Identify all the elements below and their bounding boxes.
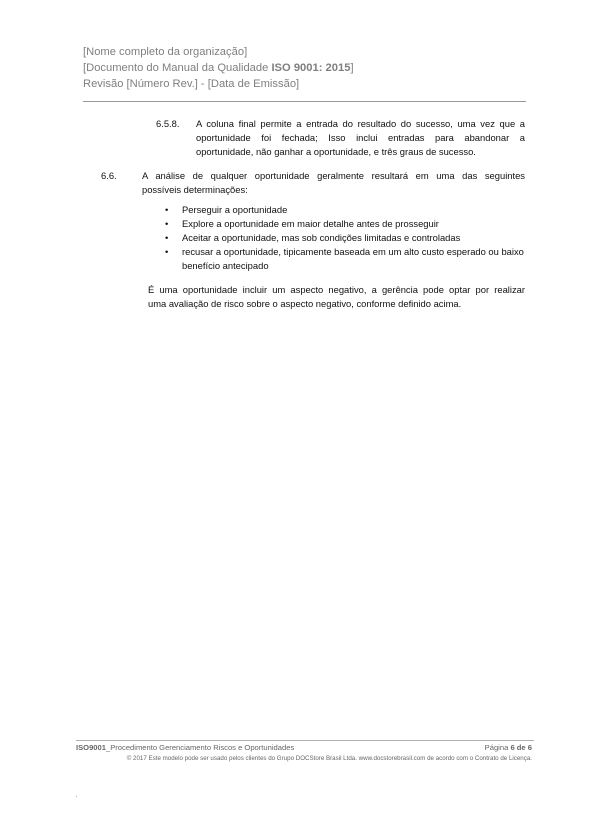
footer-document-name — [76, 743, 294, 752]
page-mark — [76, 796, 77, 797]
copyright-notice: © 2017 Este modelo pode ser usado pelos clientes do Grupo DOCStore Brasil Ltda. www.docstorebrasil.com de acordo com o Contrato de Licença. — [126, 755, 532, 762]
list-item-text: Aceitar a oportunidade, mas sob condições limitadas e controladas — [182, 232, 461, 243]
list-item-text: Perseguir a oportunidade — [182, 204, 288, 215]
page-current: 6 — [510, 743, 515, 752]
paragraph-line: A coluna final permite a entrada do resultado do sucesso, uma vez que a — [196, 118, 525, 129]
footer-doc-title: _Procedimento Gerenciamento Riscos e Oportunidades — [105, 743, 295, 752]
section-number-6-6: 6.6. — [101, 170, 117, 181]
paragraph-line: A análise de qualquer oportunidade geralmente resultará em uma das seguintes — [142, 170, 525, 181]
document-title-prefix: [Documento do Manual da Qualidade — [83, 62, 272, 74]
paragraph-line: oportunidade, não ganhar a oportunidade, e três graus de sucesso. — [196, 146, 476, 157]
bullet-icon: • — [165, 232, 169, 243]
list-item — [165, 231, 525, 245]
page-number — [485, 743, 532, 752]
paragraph-line: uma avaliação de risco sobre o aspecto negativo, conforme definido acima. — [148, 298, 462, 309]
page-total: 6 — [527, 743, 532, 752]
closing-paragraph — [148, 283, 525, 311]
revision-info: Revisão [Número Rev.] - [Data de Emissão] — [83, 78, 300, 90]
paragraph-line: É uma oportunidade incluir um aspecto negativo, a gerência pode optar por realizar — [148, 284, 525, 295]
footer-divider — [76, 740, 534, 741]
page-label: Página — [484, 743, 511, 752]
section-number-6-5-8: 6.5.8. — [156, 118, 180, 129]
bullet-icon: • — [165, 246, 169, 257]
page-of: de — [514, 743, 528, 752]
header-divider — [83, 101, 526, 102]
bullet-icon: • — [165, 218, 169, 229]
section-6-6-text — [142, 169, 525, 197]
list-item — [165, 245, 525, 273]
list-item-text: recusar a oportunidade, tipicamente baseada em um alto custo esperado ou baixo benefício antecipado — [182, 246, 524, 271]
list-item-text: Explore a oportunidade em maior detalhe antes de prosseguir — [182, 218, 439, 229]
paragraph-line: oportunidade foi fechada; Isso inclui entradas para abandonar a — [196, 132, 525, 143]
document-title — [83, 60, 526, 76]
section-6-5-8-text — [196, 117, 525, 159]
list-item — [165, 203, 525, 217]
standard-name: ISO 9001: 2015 — [271, 62, 351, 74]
organization-name: [Nome completo da organização] — [83, 46, 248, 58]
footer-doc-code: ISO9001 — [76, 743, 106, 752]
bullet-icon: • — [165, 204, 169, 215]
document-header — [83, 44, 526, 92]
determinations-list — [165, 203, 525, 273]
paragraph-line: possíveis determinações: — [142, 184, 248, 195]
document-title-suffix: ] — [350, 62, 354, 74]
list-item — [165, 217, 525, 231]
